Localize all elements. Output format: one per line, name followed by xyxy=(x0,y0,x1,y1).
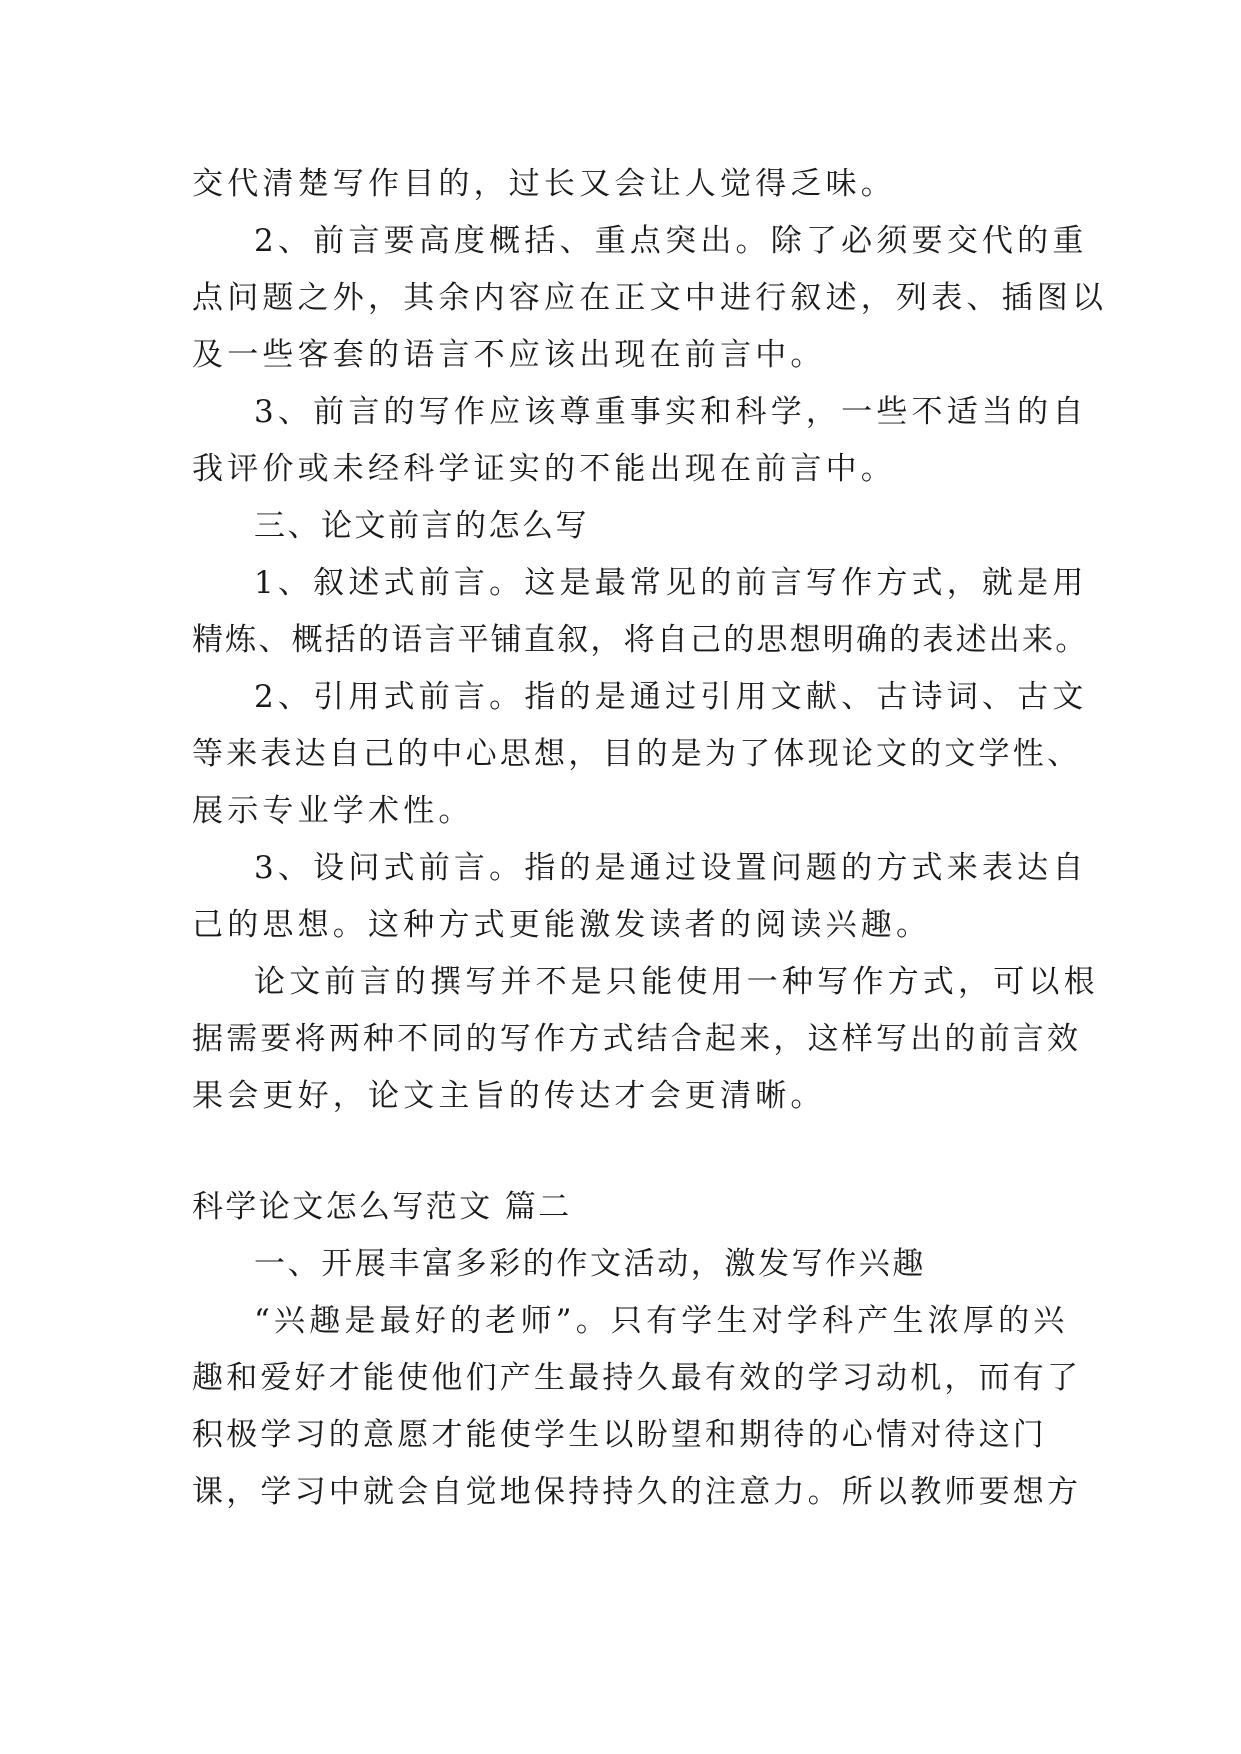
text-line: 1、叙述式前言。这是最常见的前言写作方式，就是用 xyxy=(254,565,1088,601)
text-line: 我评价或未经科学证实的不能出现在前言中。 xyxy=(192,451,896,487)
text-line: 课，学习中就会自觉地保持持久的注意力。所以教师要想方 xyxy=(192,1474,1082,1510)
text-line: 及一些客套的语言不应该出现在前言中。 xyxy=(192,337,826,373)
text-line: 展示专业学术性。 xyxy=(192,793,474,829)
section-heading: 三、论文前言的怎么写 xyxy=(254,508,589,544)
section-heading: 一、开展丰富多彩的作文活动，激发写作兴趣 xyxy=(254,1246,926,1282)
text-line: 等来表达自己的中心思想，目的是为了体现论文的文学性、 xyxy=(192,736,1082,772)
text-line: 点问题之外，其余内容应在正文中进行叙述，列表、插图以 xyxy=(192,280,1108,316)
section-title: 科学论文怎么写范文 篇二 xyxy=(192,1189,572,1225)
text-line: 趣和爱好才能使他们产生最持久最有效的学习动机，而有了 xyxy=(192,1360,1082,1396)
text-line: 3、设问式前言。指的是通过设置问题的方式来表达自 xyxy=(254,850,1088,886)
text-line: 论文前言的撰写并不是只能使用一种写作方式，可以根 xyxy=(254,964,1099,1000)
text-line: 己的思想。这种方式更能激发读者的阅读兴趣。 xyxy=(192,907,932,943)
text-line: “兴趣是最好的老师”。只有学生对学科产生浓厚的兴 xyxy=(254,1303,1069,1339)
text-line: 2、引用式前言。指的是通过引用文献、古诗词、古文 xyxy=(254,679,1088,715)
text-line: 2、前言要高度概括、重点突出。除了必须要交代的重 xyxy=(254,223,1088,259)
text-line: 交代清楚写作目的，过长又会让人觉得乏味。 xyxy=(192,166,896,202)
text-line: 3、前言的写作应该尊重事实和科学，一些不适当的自 xyxy=(254,394,1088,430)
text-line: 积极学习的意愿才能使学生以盼望和期待的心情对待这门 xyxy=(192,1417,1047,1453)
text-line: 精炼、概括的语言平铺直叙，将自己的思想明确的表述出来。 xyxy=(192,622,1089,658)
text-line: 果会更好，论文主旨的传达才会更清晰。 xyxy=(192,1078,826,1114)
text-line: 据需要将两种不同的写作方式结合起来，这样写出的前言效 xyxy=(192,1021,1082,1057)
